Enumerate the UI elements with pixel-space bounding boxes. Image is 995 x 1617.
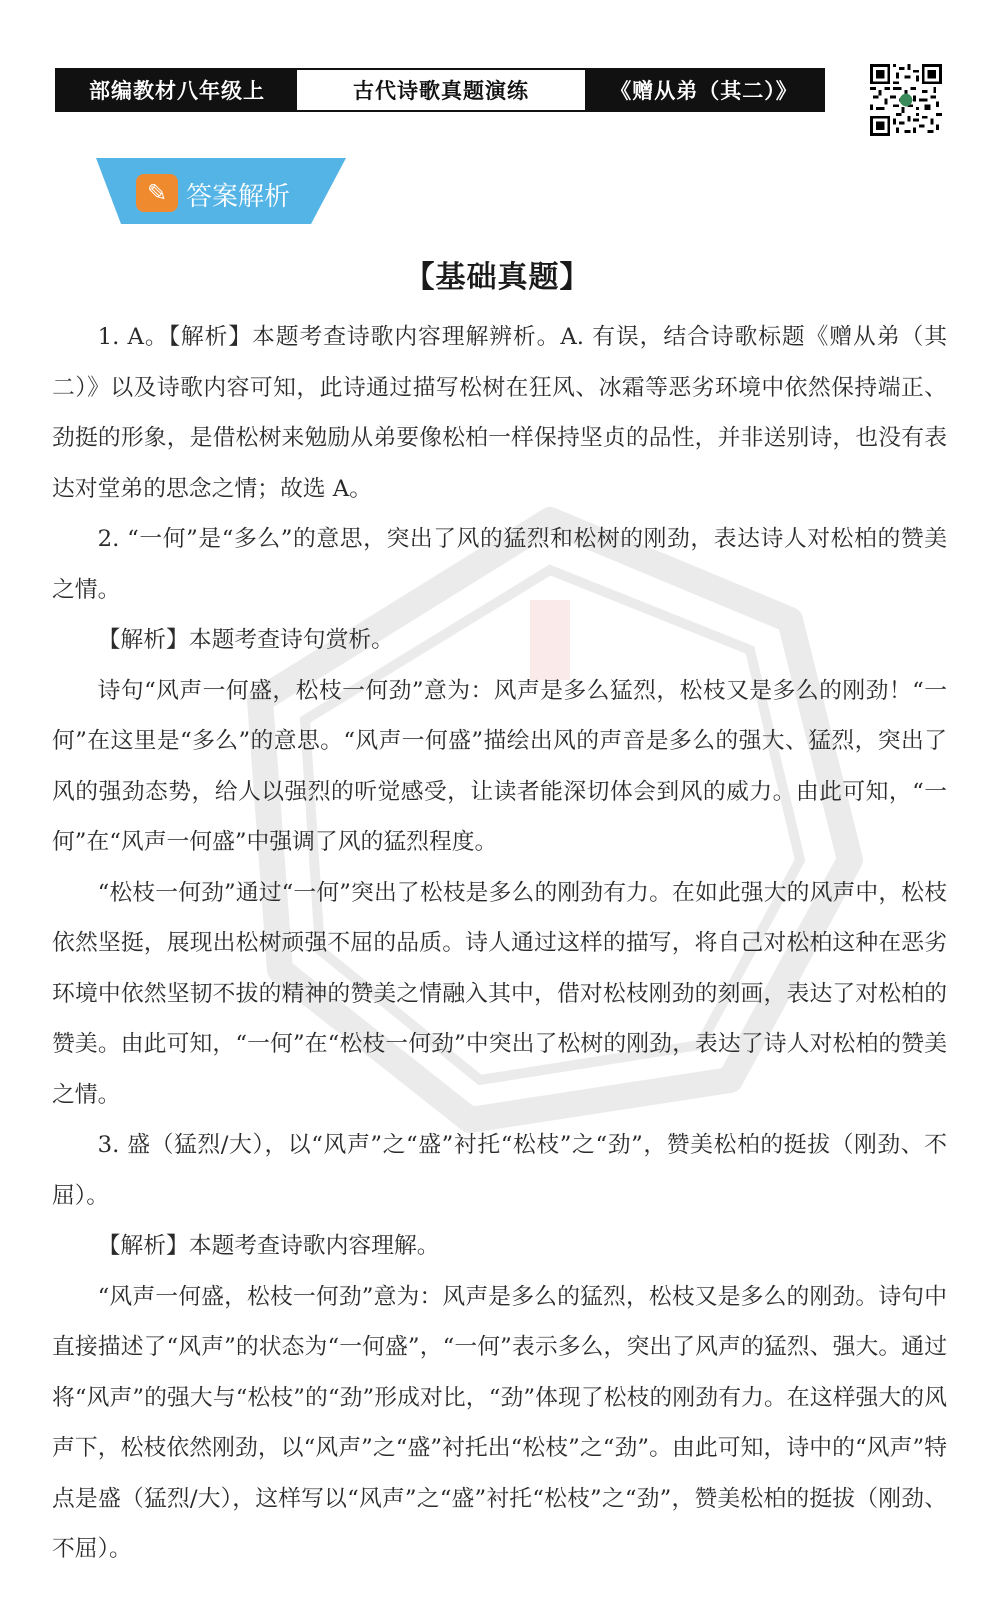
qr-code-icon [870, 64, 942, 136]
analysis-paragraph-2a: 诗句“风声一何盛，松枝一何劲”意为：风声是多么猛烈，松枝又是多么的刚劲！“一何”在这里是“多么”的意思。“风声一何盛”描绘出风的声音是多么的强大、猛烈，突出了风的强劲态势，给人以强烈的听觉感受，让读者能深切体会到风的威力。由此可知，“一何”在“风声一何盛”中强调了风的猛烈程度。 [52, 677, 947, 855]
answer-analysis-label: 答案解析 [186, 181, 291, 212]
analysis-paragraph-2b: “松枝一何劲”通过“一何”突出了松枝是多么的刚劲有力。在如此强大的风声中，松枝依然坚挺，展现出松树顽强不屈的品质。诗人通过这样的描写，将自己对松柏这种在恶劣环境中依然坚韧不拔的精神的赞美之情融入其中，借对松枝刚劲的刻画，表达了对松柏的赞美。由此可知，“一何”在“松枝一何劲”中突出了松树的刚劲，表达了诗人对松柏的赞美之情。 [52, 879, 947, 1108]
answer-paragraph-3: 3. 盛（猛烈/大），以“风声”之“盛”衬托“松枝”之“劲”，赞美松柏的挺拔（刚劲、不屈）。 [52, 1132, 947, 1209]
section-title: 【基础真题】 [404, 260, 591, 295]
poem-title-label: 《赠从弟（其二）》 [585, 70, 823, 110]
analysis-paragraph-3: “风声一何盛，松枝一何劲”意为：风声是多么的猛烈，松枝又是多么的刚劲。诗句中直接描述了“风声”的状态为“一何盛”，“一何”表示多么，突出了风声的猛烈、强大。通过将“风声”的强大与“松枝”的“劲”形成对比，“劲”体现了松枝的刚劲有力。在这样强大的风声下，松枝依然刚劲，以“风声”之“盛”衬托出“松枝”之“劲”。由此可知，诗中的“风声”特点是盛（猛烈/大），这样写以“风声”之“盛”衬托“松枝”之“劲”，赞美松柏的挺拔（刚劲、不屈）。 [52, 1283, 947, 1562]
analysis-heading-3: 【解析】本题考查诗歌内容理解。 [97, 1233, 440, 1259]
header-bar [55, 68, 825, 112]
pencil-edit-icon: ✎ [136, 174, 178, 212]
analysis-heading-2: 【解析】本题考查诗句赏析。 [97, 627, 394, 653]
answer-paragraph-2: 2. “一何”是“多么”的意思，突出了风的猛烈和松树的刚劲，表达诗人对松柏的赞美之情。 [52, 526, 947, 603]
grade-label: 部编教材八年级上 [57, 70, 297, 110]
answer-content [52, 312, 947, 1575]
topic-label: 古代诗歌真题演练 [297, 70, 585, 110]
answer-paragraph-1: 1. A。【解析】本题考查诗歌内容理解辨析。A. 有误，结合诗歌标题《赠从弟（其二）》以及诗歌内容可知，此诗通过描写松树在狂风、冰霜等恶劣环境中依然保持端正、劲挺的形象，是借松树来勉励从弟要像松柏一样保持坚贞的品性，并非送别诗，也没有表达对堂弟的思念之情；故选 A。 [52, 324, 947, 502]
